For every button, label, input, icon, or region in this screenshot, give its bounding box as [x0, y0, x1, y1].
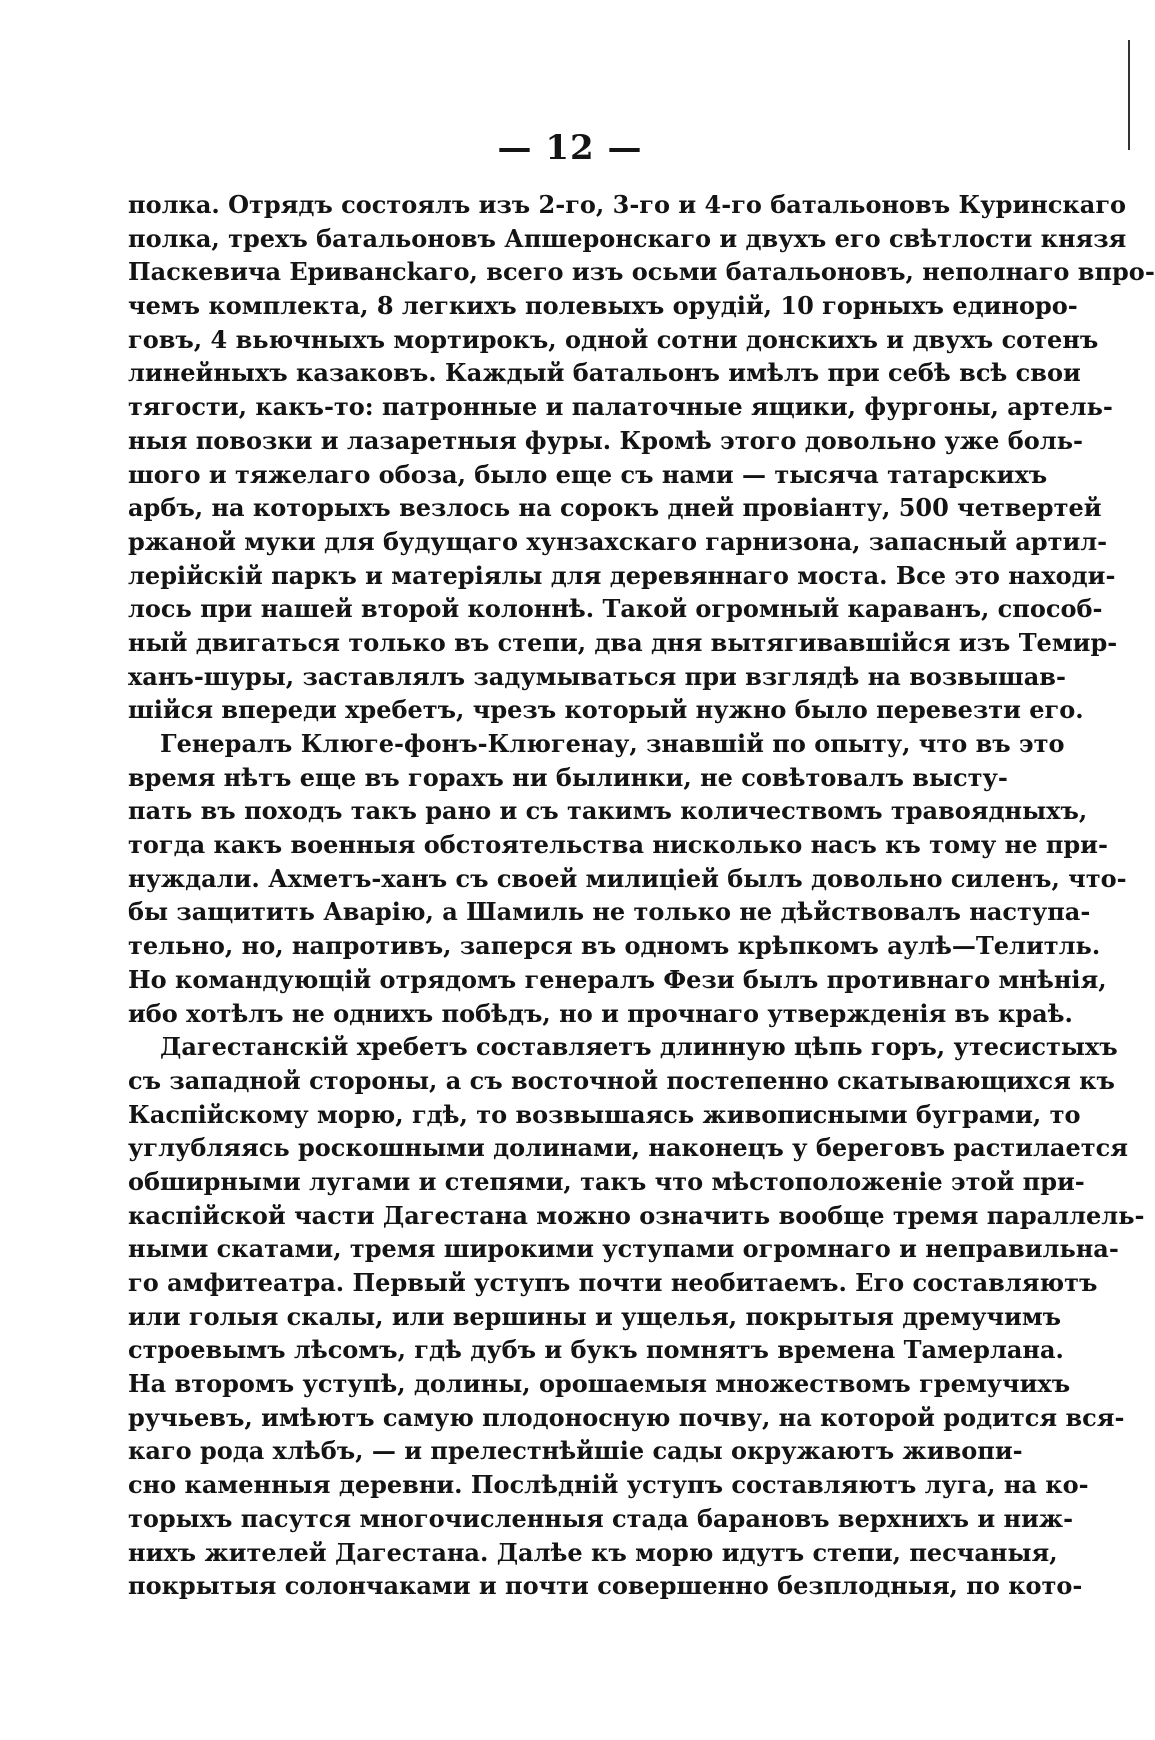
paragraph-1: [128, 188, 1155, 727]
text-line: го амфитеатра. Первый уступъ почти необитаемъ. Его составляютъ: [128, 1268, 1098, 1297]
text-line: линейныхъ казаковъ. Каждый батальонъ имѣлъ при себѣ всѣ свои: [128, 358, 1081, 388]
text-line: Дагестанскій хребетъ составляетъ длинную цѣпь горъ, утесистыхъ: [160, 1032, 1118, 1062]
text-line: обширными лугами и степями, такъ что мѣстоположеніе этой при-: [128, 1166, 1085, 1196]
text-line: нуждали. Ахметъ-ханъ съ своей милиціей былъ довольно силенъ, что-: [128, 863, 1127, 893]
text-line: полка, трехъ батальоновъ Апшеронскаго и двухъ его свѣтлости князя: [128, 223, 1127, 253]
text-line: тягости, какъ-то: патронные и палаточные ящики, фургоны, артель-: [128, 392, 1113, 422]
body-text: [128, 188, 1155, 1603]
text-line: торыхъ пасутся многочисленныя стада барановъ верхнихъ и ниж-: [128, 1503, 1074, 1533]
text-line: ными скатами, тремя широкими уступами огромнаго и неправильна-: [128, 1234, 1119, 1264]
text-line: каго рода хлѣбъ, — и прелестнѣйшіе сады окружаютъ живопи-: [128, 1436, 1023, 1466]
text-line: тельно, но, напротивъ, заперся въ одномъ крѣпкомъ аулѣ—Телитль.: [128, 931, 1101, 961]
text-line: строевымъ лѣсомъ, гдѣ дубъ и букъ помнятъ времена Тамерлана.: [128, 1335, 1064, 1365]
text-line: время нѣтъ еще въ горахъ ни былинки, не совѣтовалъ высту-: [128, 762, 1008, 792]
text-line: говъ, 4 вьючныхъ мортирокъ, одной сотни донскихъ и двухъ сотенъ: [128, 324, 1099, 354]
text-line: углубляясь роскошными долинами, наконецъ у береговъ растилается: [128, 1133, 1128, 1163]
text-line: каспійской части Дагестана можно означить вообще тремя параллель-: [128, 1200, 1145, 1230]
text-line: Но командующій отрядомъ генералъ Фези былъ противнаго мнѣнія,: [128, 964, 1107, 994]
paragraph-3: [128, 1030, 1145, 1603]
text-line: покрытыя солончаками и почти совершенно безплодныя, по кото-: [128, 1571, 1083, 1601]
page-number: — 12 —: [497, 128, 643, 168]
text-line: На второмъ уступѣ, долины, орошаемыя множествомъ гремучихъ: [128, 1369, 1071, 1399]
text-line: Каспійскому морю, гдѣ, то возвышаясь живописными буграми, то: [128, 1099, 1081, 1129]
text-line: ржаной муки для будущаго хунзахскаго гарнизона, запасный артил-: [128, 526, 1108, 556]
text-line: пать въ походъ такъ рано и съ такимъ количествомъ травоядныхъ,: [128, 796, 1088, 826]
text-line: полка. Отрядъ состоялъ изъ 2-го, 3-го и 4-го батальоновъ Куринскаго: [128, 190, 1127, 219]
text-line: лерійскій паркъ и матеріялы для деревяннаго моста. Все это находи-: [128, 560, 1116, 590]
text-line: тогда какъ военныя обстоятельства нисколько насъ къ тому не при-: [128, 830, 1108, 860]
text-line: ручьевъ, имѣютъ самую плодоносную почву, на которой родится вся-: [128, 1402, 1125, 1432]
text-line: сно каменныя деревни. Послѣдній уступъ составляютъ луга, на ко-: [128, 1470, 1089, 1500]
text-line: ханъ-шуры, заставлялъ задумываться при взглядѣ на возвышав-: [128, 661, 1066, 691]
text-line: нихъ жителей Дагестана. Далѣе къ морю идутъ степи, песчаныя,: [128, 1537, 1058, 1567]
text-line: Паскевича Еривансkaго, всего изъ осьми батальоновъ, неполнаго впро-: [128, 257, 1155, 287]
text-line: шого и тяжелаго обоза, было еще съ нами — тысяча татарскихъ: [128, 459, 1048, 489]
text-line: ибо хотѣлъ не однихъ побѣдъ, но и прочнаго утвержденія въ краѣ.: [128, 998, 1073, 1028]
paragraph-2: [128, 727, 1127, 1030]
text-line: бы защитить Аварію, а Шамиль не только не дѣйствовалъ наступа-: [128, 897, 1091, 927]
text-line: лось при нашей второй колоннѣ. Такой огромный караванъ, способ-: [128, 594, 1103, 624]
text-line: чемъ комплекта, 8 легкихъ полевыхъ орудій, 10 горныхъ единоро-: [128, 291, 1078, 321]
text-line: Генералъ Клюге-фонъ-Клюгенау, знавшій по опыту, что въ это: [160, 729, 1065, 758]
text-line: съ западной стороны, а съ восточной постепенно скатывающихся къ: [128, 1065, 1115, 1095]
text-line: ныя повозки и лазаретныя фуры. Кромѣ этого довольно уже боль-: [128, 425, 1083, 455]
text-line: или голыя скалы, или вершины и ущелья, покрытыя дремучимъ: [128, 1301, 1062, 1331]
text-line: ный двигаться только въ степи, два дня вытягивавшійся изъ Темир-: [128, 627, 1118, 657]
text-line: шійся впереди хребетъ, чрезъ который нужно было перевезти его.: [128, 695, 1084, 725]
text-line: арбъ, на которыхъ везлось на сорокъ дней провіанту, 500 четвертей: [128, 493, 1102, 523]
